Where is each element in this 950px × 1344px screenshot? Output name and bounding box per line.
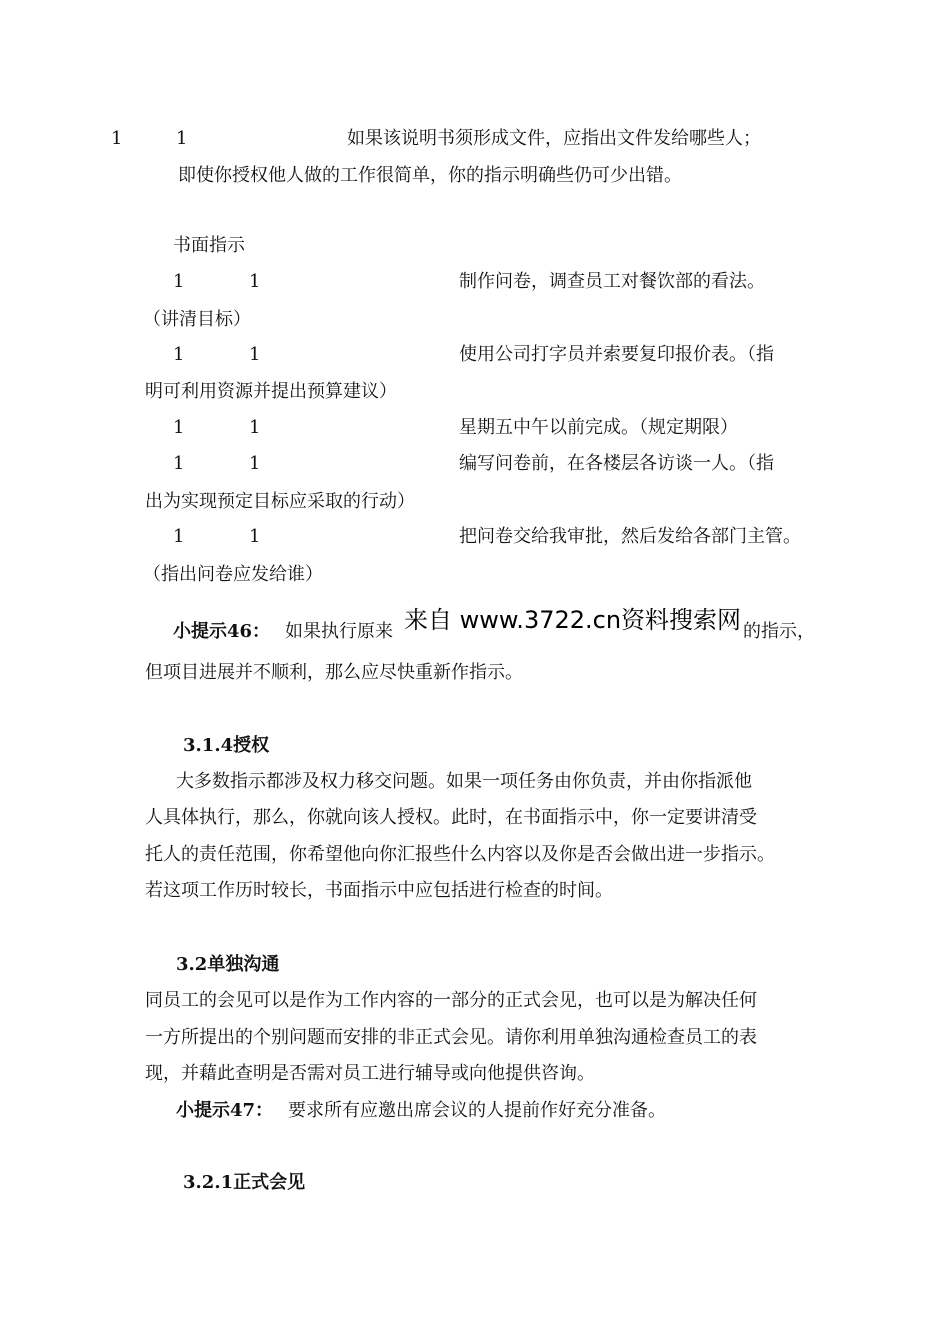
paragraph-line: 即使你授权他人做的工作很简单，你的指示明确些仍可少出错。	[178, 165, 682, 186]
paragraph-line: 同员工的会见可以是作为工作内容的一部分的正式会见，也可以是为解决任何	[145, 990, 757, 1011]
tip-47-label: 小提示47：	[176, 1100, 274, 1121]
list-marker: 1	[173, 344, 185, 365]
instruction-item-note: 明可利用资源并提出预算建议）	[145, 381, 397, 402]
paragraph-line: 人具体执行，那么，你就向该人授权。此时，在书面指示中，你一定要讲清受	[145, 807, 757, 828]
section-heading-3-2-1: 3.2.1正式会见	[183, 1172, 306, 1193]
tip-46-text-end: 的指示，	[743, 621, 815, 642]
list-marker: 1	[249, 344, 261, 365]
list-marker: 1	[111, 128, 123, 149]
section-heading-3-2: 3.2单独沟通	[176, 954, 280, 975]
paragraph-line: 一方所提出的个别问题而安排的非正式会见。请你利用单独沟通检查员工的表	[145, 1027, 757, 1048]
list-marker: 1	[173, 453, 185, 474]
paragraph-line: 大多数指示都涉及权力移交问题。如果一项任务由你负责，并由你指派他	[176, 771, 752, 792]
paragraph-line: 托人的责任范围，你希望他向你汇报些什么内容以及你是否会做出进一步指示。	[145, 844, 775, 865]
list-marker: 1	[173, 271, 185, 292]
tip-47-text: 要求所有应邀出席会议的人提前作好充分准备。	[288, 1100, 666, 1121]
section-heading-3-1-4: 3.1.4授权	[183, 735, 270, 756]
tip-46-label: 小提示46：	[173, 621, 271, 642]
list-marker: 1	[249, 417, 261, 438]
list-marker: 1	[249, 526, 261, 547]
instruction-item-text: 制作问卷，调查员工对餐饮部的看法。	[459, 271, 765, 292]
list-marker: 1	[249, 271, 261, 292]
instruction-text: 如果该说明书须形成文件，应指出文件发给哪些人；	[347, 128, 761, 149]
list-marker: 1	[173, 417, 185, 438]
instruction-item-note: 出为实现预定目标应采取的行动）	[145, 491, 415, 512]
instruction-item-text: 把问卷交给我审批，然后发给各部门主管。	[459, 526, 801, 547]
paragraph-line: 现，并藉此查明是否需对员工进行辅导或向他提供咨询。	[145, 1063, 595, 1084]
instruction-item-note: （讲清目标）	[143, 309, 251, 330]
list-marker: 1	[249, 453, 261, 474]
list-marker: 1	[176, 128, 188, 149]
list-marker: 1	[173, 526, 185, 547]
instruction-item-text: 星期五中午以前完成。（规定期限）	[459, 417, 738, 438]
watermark-banner: 来自 www.3722.cn资料搜索网	[404, 606, 742, 634]
tip-46-continuation: 但项目进展并不顺利，那么应尽快重新作指示。	[145, 662, 523, 683]
instruction-item-text: 编写问卷前，在各楼层各访谈一人。（指	[459, 453, 774, 474]
instruction-item-note: （指出问卷应发给谁）	[143, 564, 323, 585]
instruction-item-text: 使用公司打字员并索要复印报价表。（指	[459, 344, 774, 365]
tip-46-text: 如果执行原来	[285, 621, 393, 642]
paragraph-line: 若这项工作历时较长，书面指示中应包括进行检查的时间。	[145, 880, 613, 901]
subheading-written-instructions: 书面指示	[173, 235, 245, 256]
